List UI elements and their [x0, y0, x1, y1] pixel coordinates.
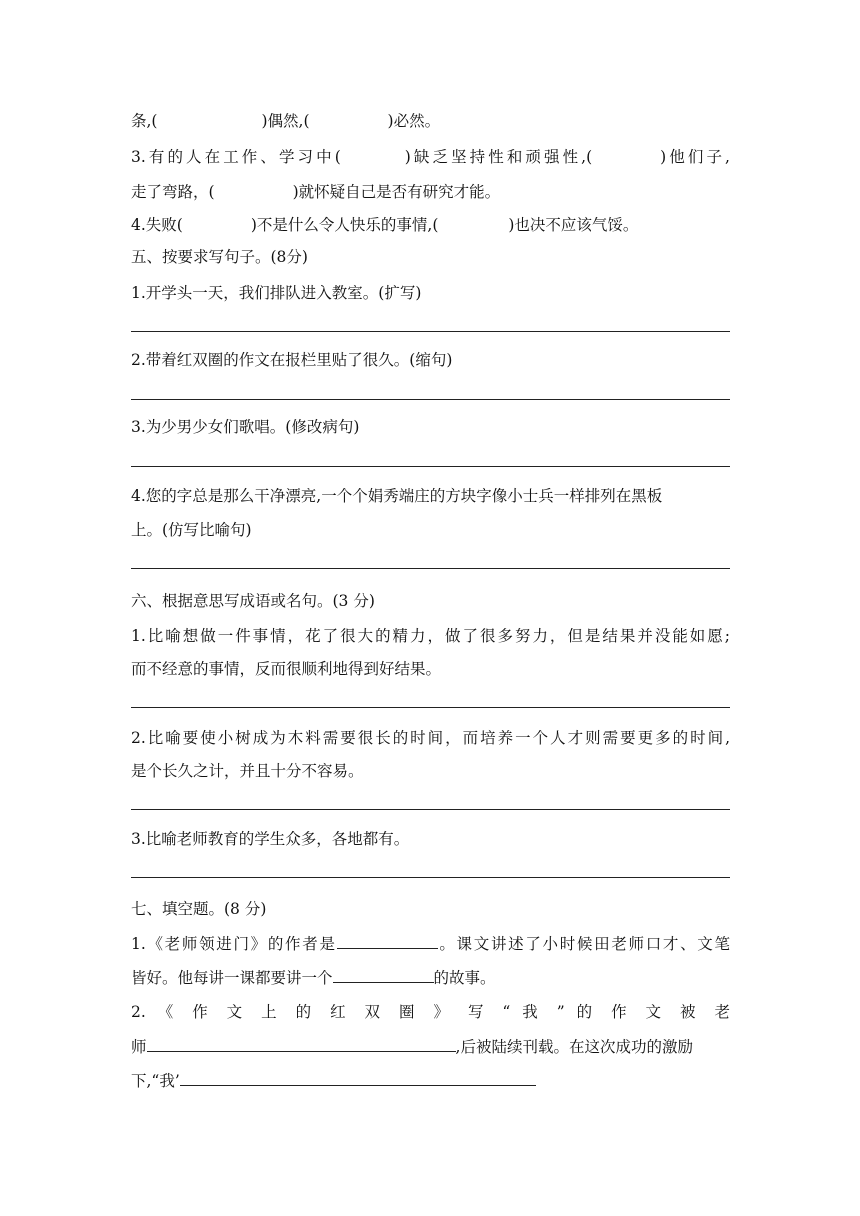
s4-q4: 4.失败( )不是什么令人快乐的事情,( )也决不应该气馁。	[131, 216, 639, 234]
s5-q3: 3.为少男少女们歌唱。(修改病句)	[131, 418, 360, 436]
answer-line[interactable]	[131, 568, 730, 569]
fill-blank[interactable]	[337, 947, 438, 949]
s7-q2c: 下,“我’	[131, 1069, 730, 1091]
s7-q2b: 师 ,后被陆续刊载。在这次成功的激励	[131, 1038, 693, 1056]
s4-q3: 3.有的人在工作、学习中( )缺乏坚持性和顽强性,( )他们子,	[131, 148, 730, 166]
section-5-heading: 五、按要求写句子。(8分)	[131, 248, 308, 266]
answer-line[interactable]	[131, 331, 730, 332]
s6-q1b: 而不经意的事情，反而很顺利地得到好结果。	[131, 660, 442, 678]
answer-line[interactable]	[131, 877, 730, 878]
s5-q4a: 4.您的字总是那么干净漂亮,一个个娟秀端庄的方块字像小士兵一样排列在黑板	[131, 487, 663, 505]
answer-line[interactable]	[131, 707, 730, 708]
s7-q1b: 皆好。他每讲一课都要讲一个 的故事。	[131, 969, 496, 987]
fill-blank[interactable]	[147, 1050, 456, 1052]
answer-line[interactable]	[131, 809, 730, 810]
s5-q2: 2.带着红双圈的作文在报栏里贴了很久。(缩句)	[131, 351, 453, 369]
fill-blank[interactable]	[180, 1084, 536, 1086]
answer-line[interactable]	[131, 466, 730, 467]
section-6-heading: 六、根据意思写成语或名句。(3 分)	[131, 592, 375, 610]
s6-q1a: 1.比喻想做一件事情，花了很大的精力，做了很多努力，但是结果并没能如愿;	[131, 627, 730, 645]
s5-q4b: 上。(仿写比喻句)	[131, 521, 252, 539]
s7-q1a: 1.《老师领进门》的作者是 。课文讲述了小时候田老师口才、文笔	[131, 935, 730, 953]
s6-q2b: 是个长久之计，并且十分不容易。	[131, 762, 364, 780]
s4-q3b: 走了弯路，( )就怀疑自己是否有研究才能。	[131, 183, 501, 201]
s5-q1: 1.开学头一天，我们排队进入教室。(扩写)	[131, 284, 422, 302]
answer-line[interactable]	[131, 399, 730, 400]
fill-blank[interactable]	[333, 981, 434, 983]
s4-line-a: 条,( )偶然,( )必然。	[131, 112, 441, 130]
s7-q2a: 2. 《 作 文 上 的 红 双 圈 》 写 “ 我 ” 的 作 文 被 老	[131, 1003, 730, 1021]
s6-q2a: 2.比喻要使小树成为木料需要很长的时间，而培养一个人才则需要更多的时间,	[131, 729, 730, 747]
s6-q3: 3.比喻老师教育的学生众多，各地都有。	[131, 830, 410, 848]
section-7-heading: 七、填空题。(8 分)	[131, 900, 267, 918]
